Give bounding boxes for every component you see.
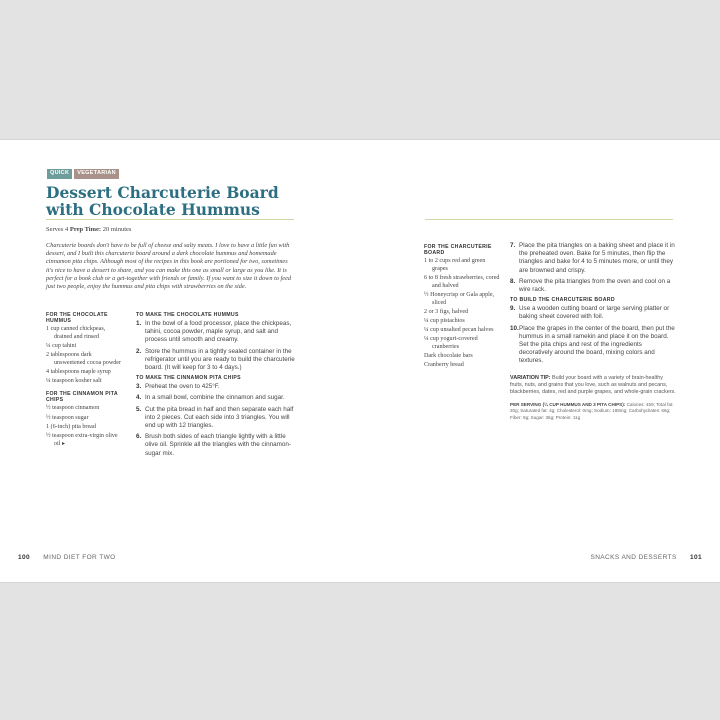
step-number: 5.: [136, 405, 142, 413]
nutrition-label: PER SERVING (¼ CUP HUMMUS AND 3 PITA CHIPS):: [510, 402, 626, 408]
step-number: 3.: [136, 383, 142, 391]
step-text: In the bowl of a food processor, place the chickpeas, tahini, cocoa powder, maple syrup, and salt and process until smooth and creamy.: [145, 320, 292, 344]
left-footer: [18, 554, 116, 561]
title-rule: [46, 219, 294, 220]
variation-tip-text: Build your board with a variety of brain-healthy fruits, nuts, and grains that you love, such as walnuts and pecans, blackberries, dates, red and purple grapes, and whole-grain crackers.: [510, 374, 676, 396]
ingredient-item: ½ Honeycrisp or Gala apple, sliced: [424, 291, 495, 306]
ingredient-item: 1 (6-inch) pita bread: [46, 423, 96, 430]
ingredient-item: ½ teaspoon sugar: [46, 414, 89, 421]
intro-paragraph: Charcuterie boards don't have to be full of cheese and salty meats. I love to have a little fun with dessert, and I built this charcuterie board around a dark chocolate hummus and homemade cinnamon pita chips. Although most of the recipes in this book are portioned for two, sometimes it's nice to have a dessert to share, and you can make this one as small or large as you like. It is perfect for a book club or a get-together with friends or family. If you want to size it down to feed just two people, enjoy the hummus and pita chips with strawberries on the side.: [46, 242, 292, 291]
book-spread: [0, 139, 720, 583]
nutrition-info: [510, 402, 676, 421]
recipe-title-line-2: with Chocolate Hummus: [46, 200, 260, 219]
right-page: [360, 140, 720, 582]
step-number: 1.: [136, 320, 142, 327]
step-number: 2.: [136, 347, 142, 355]
step-6: [136, 433, 298, 458]
step-text: Place the grapes in the center of the board, then put the hummus in a small ramekin and place it on the board. Set the pita chips and rest of the ingredients decoratively around the board, mixing colors and textures.: [519, 324, 675, 365]
prep-time-label: Prep Time:: [69, 226, 102, 233]
tag-quick: QUICK: [47, 169, 72, 179]
right-footer: [590, 554, 702, 561]
running-head-left: MIND DIET FOR TWO: [43, 554, 116, 561]
step-number: 10.: [510, 324, 519, 332]
step-number: 7.: [510, 242, 516, 249]
directions-column-right: [510, 242, 676, 421]
recipe-title: [46, 184, 306, 218]
board-ingredients-heading: FOR THE CHARCUTERIE BOARD: [424, 244, 492, 256]
step-text: Use a wooden cutting board or large serving platter or baking sheet covered with foil.: [519, 305, 670, 321]
step-9: [510, 305, 676, 321]
step-1: [136, 320, 298, 345]
ingredient-item: Cranberry bread: [424, 362, 464, 369]
step-number: 8.: [510, 277, 516, 285]
step-text: In a small bowl, combine the cinnamon and sugar.: [145, 394, 285, 402]
variation-tip-label: VARIATION TIP:: [510, 374, 551, 381]
step-text: Remove the pita triangles from the oven and cool on a wire rack.: [519, 277, 671, 294]
step-number: 4.: [136, 394, 142, 402]
ingredient-item: ¼ cup unsalted pecan halves: [424, 327, 494, 334]
board-ingredients-column: [424, 244, 500, 372]
tag-vegetarian: VEGETARIAN: [74, 169, 119, 179]
ingredients-column: [46, 312, 124, 450]
make-pita-heading: TO MAKE THE CINNAMON PITA CHIPS: [136, 375, 241, 382]
step-text: Cut the pita bread in half and then separate each half into 2 pieces. Cut each side into 3 triangles. You will end up with 12 triangles.: [145, 405, 294, 430]
variation-tip: [510, 375, 676, 397]
ingredient-item: 2 tablespoons dark unsweetened cocoa powder: [46, 352, 122, 366]
step-text: Preheat the oven to 425°F.: [145, 383, 220, 391]
step-4: [136, 394, 298, 402]
step-7: [510, 242, 676, 275]
build-board-heading: TO BUILD THE CHARCUTERIE BOARD: [510, 297, 615, 304]
step-3: [136, 383, 298, 391]
recipe-title-line-1: Dessert Charcuterie Board: [46, 183, 279, 202]
pita-ingredients-heading: FOR THE CINNAMON PITA CHIPS: [46, 391, 118, 404]
step-8: [510, 278, 676, 294]
ingredient-item: ½ teaspoon extra-virgin olive oil ▸: [46, 433, 118, 447]
ingredient-item: 1 to 2 cups red and green grapes: [424, 258, 486, 272]
hummus-ingredients-heading: FOR THE CHOCOLATE HUMMUS: [46, 312, 108, 324]
ingredient-item: ¼ cup tahini: [46, 342, 77, 349]
page-number-left: 100: [18, 554, 31, 561]
step-5: [136, 406, 298, 431]
step-text: Store the hummus in a tightly sealed container in the refrigerator until you are ready to build the charcuterie board. (It will keep for 3 to 4 days.): [145, 347, 295, 372]
running-head-right: SNACKS AND DESSERTS: [590, 554, 677, 561]
ingredient-item: ¼ cup yogurt-covered cranberries: [424, 336, 478, 351]
serves-text: Serves 4: [46, 226, 69, 233]
directions-column: [136, 312, 298, 461]
left-page: [0, 140, 360, 582]
ingredient-item: 2 or 3 figs, halved: [424, 308, 469, 315]
serves-info: [46, 226, 131, 233]
step-number: 6.: [136, 433, 142, 441]
recipe-tags: [47, 169, 119, 179]
ingredient-item: ¼ teaspoon kosher salt: [46, 378, 102, 385]
top-rule: [425, 219, 673, 220]
nutrition-text: Calories: 459; Total fat: 20g; Saturated fat: 4g; Cholesterol: 0mg; Sodium: 188mg; Carbohydrates: 66g; Fiber: 9g; Sugar: 36g; Protein: 11g: [510, 402, 674, 420]
ingredient-item: 4 tablespoons maple syrup: [46, 369, 111, 376]
ingredient-item: 1 cup canned chickpeas, drained and rinsed: [46, 326, 106, 340]
ingredient-item: ½ teaspoon cinnamon: [46, 405, 100, 412]
ingredient-item: ¼ cup pistachios: [424, 317, 465, 324]
page-number-right: 101: [689, 554, 702, 561]
ingredient-item: Dark chocolate bars: [424, 353, 473, 360]
step-2: [136, 348, 298, 373]
step-number: 9.: [510, 305, 516, 313]
ingredient-item: 6 to 8 fresh strawberries, cored and halved: [424, 274, 500, 289]
prep-time-value: 20 minutes: [102, 226, 132, 233]
make-hummus-heading: TO MAKE THE CHOCOLATE HUMMUS: [136, 312, 239, 318]
step-10: [510, 325, 676, 366]
step-text: Place the pita triangles on a baking sheet and place it in the preheated oven. Bake for 5 minutes, then flip the triangles and bake for 4 to 5 minutes more, or until they are browned and crispy.: [519, 242, 675, 274]
step-text: Brush both sides of each triangle lightly with a little olive oil. Sprinkle all the triangles with the cinnamon-sugar mix.: [145, 433, 291, 457]
